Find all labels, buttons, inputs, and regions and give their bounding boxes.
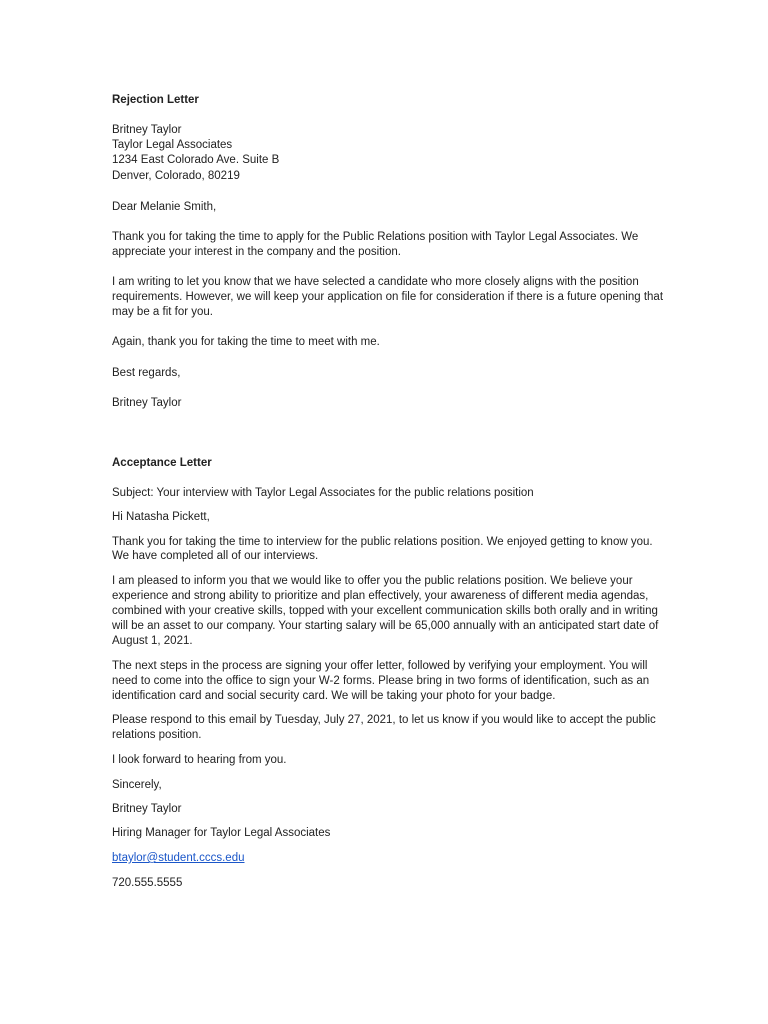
acceptance-p3-line-3: identification card and social security card. We will be taking your photo for your badge. bbox=[112, 690, 556, 702]
rejection-p2-line-3: may be a fit for you. bbox=[112, 306, 213, 318]
phone-number: 720.555.5555 bbox=[112, 877, 183, 889]
acceptance-p2-line-4: will be an asset to our company. Your starting salary will be 65,000 annually with an anticipated start date of bbox=[112, 620, 659, 632]
rejection-p2-line-2: requirements. However, we will keep your application on file for consideration if there is a future opening that bbox=[112, 291, 664, 303]
acceptance-p4-line-1: Please respond to this email by Tuesday, July 27, 2021, to let us know if you would like to accept the public bbox=[112, 714, 656, 726]
acceptance-p2-line-2: experience and strong ability to prioritize and plan effectively, your awareness of different media agendas, bbox=[112, 590, 649, 602]
email-line bbox=[112, 851, 660, 866]
acceptance-greeting: Hi Natasha Pickett, bbox=[112, 511, 210, 523]
acceptance-p2-line-1: I am pleased to inform you that we would like to offer you the public relations position. We believe your bbox=[112, 575, 633, 587]
rejection-p2-line-1: I am writing to let you know that we have selected a candidate who more closely aligns with the position bbox=[112, 276, 639, 288]
acceptance-p1-line-2: We have completed all of our interviews. bbox=[112, 550, 319, 562]
acceptance-heading: Acceptance Letter bbox=[112, 457, 212, 469]
signature-title: Hiring Manager for Taylor Legal Associates bbox=[112, 827, 331, 839]
rejection-p1-line-2: appreciate your interest in the company and the position. bbox=[112, 246, 401, 258]
acceptance-p1-line-1: Thank you for taking the time to interview for the public relations position. We enjoyed getting to know you. bbox=[112, 536, 653, 548]
sender-name: Britney Taylor bbox=[112, 124, 182, 136]
sender-company: Taylor Legal Associates bbox=[112, 139, 233, 151]
rejection-p1-line-1: Thank you for taking the time to apply for the Public Relations position with Taylor Legal Associates. We bbox=[112, 231, 639, 243]
acceptance-p4-line-2: relations position. bbox=[112, 729, 202, 741]
acceptance-p2-line-3: combined with your creative skills, topped with your excellent communication skills both orally and in writing bbox=[112, 605, 658, 617]
acceptance-closing: Sincerely, bbox=[112, 779, 162, 791]
email-link[interactable]: btaylor@student.cccs.edu bbox=[112, 852, 245, 864]
rejection-heading: Rejection Letter bbox=[112, 94, 199, 106]
rejection-signature: Britney Taylor bbox=[112, 397, 182, 409]
acceptance-p2-line-5: August 1, 2021. bbox=[112, 635, 193, 647]
rejection-p3: Again, thank you for taking the time to meet with me. bbox=[112, 336, 380, 348]
signature-name: Britney Taylor bbox=[112, 803, 182, 815]
acceptance-subject: Subject: Your interview with Taylor Legal Associates for the public relations position bbox=[112, 487, 534, 499]
sender-address-line-1: 1234 East Colorado Ave. Suite B bbox=[112, 154, 280, 166]
acceptance-p5: I look forward to hearing from you. bbox=[112, 754, 287, 766]
rejection-greeting: Dear Melanie Smith, bbox=[112, 201, 217, 213]
sender-address-line-2: Denver, Colorado, 80219 bbox=[112, 170, 240, 182]
acceptance-p3-line-1: The next steps in the process are signing your offer letter, followed by verifying your employment. You will bbox=[112, 660, 648, 672]
rejection-closing: Best regards, bbox=[112, 367, 181, 379]
acceptance-p3-line-2: need to come into the office to sign your W-2 forms. Please bring in two forms of identification, such as an bbox=[112, 675, 650, 687]
